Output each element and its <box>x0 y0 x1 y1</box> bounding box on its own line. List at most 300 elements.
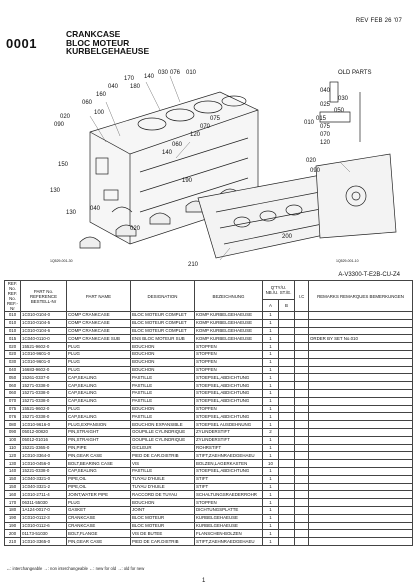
cell-qty-b <box>279 312 295 320</box>
revision-date: REV FEB 26 '07 <box>355 18 402 24</box>
cell-ref: 140 <box>5 467 21 475</box>
callout-060b: 060 <box>172 142 183 148</box>
cell-qty-b <box>279 343 295 351</box>
callout-090b: 090 <box>310 168 321 174</box>
cell-remarks <box>309 491 413 499</box>
cell-ic <box>295 358 309 366</box>
cell-ic <box>295 475 309 483</box>
cell-ic <box>295 452 309 460</box>
cell-ref: 020 <box>5 350 21 358</box>
cell-part-name: PIN,STRAIGHT <box>67 428 131 436</box>
cell-ic <box>295 343 309 351</box>
cell-part-no: 1C040-3321-0 <box>21 475 67 483</box>
callout-150: 150 <box>58 162 69 168</box>
cell-ref: 180 <box>5 506 21 514</box>
cell-bezeichnung: STOPFEN <box>195 405 263 413</box>
table-row <box>5 405 413 413</box>
cell-ic <box>295 467 309 475</box>
cell-part-name: GASKET <box>67 506 131 514</box>
cell-part-name: CAP,SEALING <box>67 382 131 390</box>
table-row <box>5 413 413 421</box>
cell-qty-b <box>279 538 295 546</box>
cell-part-no: 1C010-0104-0 <box>21 312 67 320</box>
cell-designation: BOUCHON <box>131 343 195 351</box>
callout-140b: 140 <box>162 150 173 156</box>
cell-remarks <box>309 444 413 452</box>
cell-qty-b <box>279 499 295 507</box>
cell-designation: GOUPILLE CYLINDRIQUE <box>131 436 195 444</box>
cell-ic <box>295 538 309 546</box>
callout-010: 010 <box>186 70 197 76</box>
callout-010b: 010 <box>304 120 315 126</box>
cell-bezeichnung: ZYLINDERSTIFT <box>195 436 263 444</box>
cell-designation: BLOC MOTEUR COMPLET <box>131 327 195 335</box>
cell-bezeichnung: STIFT,ZAEHNRAEDGEHAEU <box>195 452 263 460</box>
cell-part-no: 15271-0338-0 <box>21 389 67 397</box>
parts-table-body <box>5 312 413 546</box>
callout-025: 025 <box>320 102 331 108</box>
cell-ref: 010 <box>5 312 21 320</box>
page-number: 1 <box>202 578 206 584</box>
cell-part-name: BOLT,BEARING CASE <box>67 460 131 468</box>
callout-140: 140 <box>144 74 155 80</box>
cell-part-name: COMP CRANKCASE <box>67 319 131 327</box>
callout-210: 210 <box>188 262 199 268</box>
cell-remarks <box>309 350 413 358</box>
cell-designation: GICLEUR <box>131 444 195 452</box>
table-row <box>5 483 413 491</box>
cell-part-no: 01173-51030 <box>21 530 67 538</box>
callout-070: 070 <box>200 124 211 130</box>
callout-075: 075 <box>210 116 221 122</box>
cell-part-no: 1C010-0456-0 <box>21 460 67 468</box>
cell-ref: 110 <box>5 444 21 452</box>
cell-ic <box>295 436 309 444</box>
cell-ic <box>295 491 309 499</box>
cell-remarks <box>309 397 413 405</box>
cell-qty-a: 1 <box>263 312 279 320</box>
cell-qty-b <box>279 452 295 460</box>
cell-bezeichnung: KOMP KURBELGEHAEUSE <box>195 335 263 343</box>
table-row <box>5 350 413 358</box>
cell-remarks <box>309 312 413 320</box>
cell-part-name: CAP,SEALING <box>67 467 131 475</box>
cell-designation: BOUCHON <box>131 499 195 507</box>
table-row <box>5 335 413 343</box>
cell-ic <box>295 382 309 390</box>
cell-designation: BLOC MOTEUR COMPLET <box>131 312 195 320</box>
cell-qty-a: 1 <box>263 397 279 405</box>
cell-part-no: 15521-9602-0 <box>21 343 67 351</box>
cell-ref: 050 <box>5 374 21 382</box>
cell-ref: 060 <box>5 389 21 397</box>
table-row <box>5 491 413 499</box>
cell-part-no: 05012-01016 <box>21 436 67 444</box>
cell-qty-a: 1 <box>263 467 279 475</box>
cell-qty-a: 1 <box>263 366 279 374</box>
table-row <box>5 444 413 452</box>
cell-ic <box>295 522 309 530</box>
cell-remarks <box>309 483 413 491</box>
cell-ic <box>295 350 309 358</box>
cell-ref: 210 <box>5 538 21 546</box>
cell-ic <box>295 366 309 374</box>
figure-id-old: 1Q529-001-10 <box>336 259 359 263</box>
cell-part-name: CAP,SEALING <box>67 389 131 397</box>
cell-part-no: 05012-00820 <box>21 428 67 436</box>
table-row <box>5 452 413 460</box>
cell-bezeichnung: KOMP KURBELGEHAEUSE <box>195 327 263 335</box>
cell-qty-b <box>279 530 295 538</box>
cell-ref: 170 <box>5 499 21 507</box>
callout-090: 090 <box>54 122 65 128</box>
cell-remarks <box>309 499 413 507</box>
cell-designation: VIS <box>131 460 195 468</box>
cell-designation: BLOC MOTEUR <box>131 514 195 522</box>
cell-designation: RACCORD DE TUYAU <box>131 491 195 499</box>
cell-part-no: 06311-55030 <box>21 499 67 507</box>
cell-part-name: CAP,SEALING <box>67 397 131 405</box>
cell-bezeichnung: KURBELGEHAEUSE <box>195 522 263 530</box>
cell-designation: PASTILLE <box>131 467 195 475</box>
table-row <box>5 343 413 351</box>
cell-ic <box>295 460 309 468</box>
cell-qty-a: 1 <box>263 514 279 522</box>
cell-designation: BLOC MOTEUR <box>131 522 195 530</box>
cell-qty-a: 1 <box>263 319 279 327</box>
cell-ref: 100 <box>5 436 21 444</box>
callout-076: 076 <box>170 70 181 76</box>
cell-ic <box>295 530 309 538</box>
table-row <box>5 499 413 507</box>
cell-qty-a: 1 <box>263 389 279 397</box>
cell-remarks <box>309 452 413 460</box>
cell-designation: PASTILLE <box>131 413 195 421</box>
cell-bezeichnung: KOMP KURBELGEHAEUSE <box>195 319 263 327</box>
callout-040c: 040 <box>320 88 331 94</box>
cell-qty-b <box>279 335 295 343</box>
cell-bezeichnung: STOPFEN <box>195 343 263 351</box>
cell-designation: BOUCHON <box>131 405 195 413</box>
cell-remarks <box>309 467 413 475</box>
cell-bezeichnung: STOEPSEL,ABDICHTUNG <box>195 382 263 390</box>
table-row <box>5 374 413 382</box>
callout-030: 030 <box>158 70 169 76</box>
cell-ref: 075 <box>5 405 21 413</box>
callout-170: 170 <box>124 76 135 82</box>
cell-part-name: CAP,SEALING <box>67 413 131 421</box>
cell-ref: 150 <box>5 475 21 483</box>
cell-designation: PIED DE CAR.DISTRIB <box>131 538 195 546</box>
cell-part-name: JOINT,WATER PIPE <box>67 491 131 499</box>
col-part-name: PART NAME <box>67 281 131 312</box>
cell-ic <box>295 397 309 405</box>
cell-ref: 070 <box>5 397 21 405</box>
cell-qty-a: 1 <box>263 444 279 452</box>
cell-qty-b <box>279 405 295 413</box>
cell-ic <box>295 444 309 452</box>
cell-part-no: 1C010-0112-6 <box>21 522 67 530</box>
old-parts-label: OLD PARTS <box>338 70 372 76</box>
cell-part-name: BOLT,FLANGE <box>67 530 131 538</box>
col-qty-a: A <box>263 299 279 311</box>
cell-designation: BOUCHON <box>131 350 195 358</box>
cell-ic <box>295 327 309 335</box>
cell-part-name: CRANKCASE <box>67 522 131 530</box>
cell-remarks <box>309 343 413 351</box>
cell-ic <box>295 514 309 522</box>
cell-part-no: 1C010-9601-0 <box>21 358 67 366</box>
table-row <box>5 436 413 444</box>
cell-part-name: PIN,PIPE <box>67 444 131 452</box>
cell-qty-a: 1 <box>263 530 279 538</box>
cell-ic <box>295 319 309 327</box>
callout-120: 120 <box>190 132 201 138</box>
cell-bezeichnung: KURBELGEHAEUSE <box>195 514 263 522</box>
cell-ic <box>295 335 309 343</box>
cell-remarks <box>309 436 413 444</box>
callout-050: 050 <box>334 108 345 114</box>
section-number: 0001 <box>6 36 37 51</box>
cell-remarks <box>309 522 413 530</box>
cell-qty-b <box>279 460 295 468</box>
callout-130b: 130 <box>66 210 77 216</box>
cell-remarks <box>309 538 413 546</box>
cell-qty-a: 1 <box>263 475 279 483</box>
cell-ic <box>295 483 309 491</box>
cell-ref: 200 <box>5 530 21 538</box>
cell-part-no: 1C010-9601-0 <box>21 350 67 358</box>
cell-ic <box>295 405 309 413</box>
cell-qty-b <box>279 350 295 358</box>
cell-qty-b <box>279 506 295 514</box>
cell-remarks <box>309 514 413 522</box>
parts-table <box>4 280 413 546</box>
callout-120b: 120 <box>320 140 331 146</box>
cell-part-name: CAP,SEALING <box>67 374 131 382</box>
cell-bezeichnung: STIFT,ZAEHNRAEDGEHAEU <box>195 538 263 546</box>
cell-remarks: ORDER BY SET No.010 <box>309 335 413 343</box>
cell-remarks <box>309 421 413 429</box>
table-row <box>5 421 413 429</box>
col-part-no: PART No. REFERENCE BESTELL-Nr <box>21 281 67 312</box>
cell-bezeichnung: STIFT <box>195 475 263 483</box>
cell-qty-b <box>279 467 295 475</box>
cell-designation: BOUCHON EXPANSIBLE <box>131 421 195 429</box>
cell-part-no: 1C040-3321-2 <box>21 483 67 491</box>
cell-bezeichnung: KOMP KURBELGEHAEUSE <box>195 312 263 320</box>
table-row <box>5 475 413 483</box>
callout-075b: 075 <box>320 124 331 130</box>
cell-ref: 060 <box>5 382 21 390</box>
cell-remarks <box>309 374 413 382</box>
col-qty: Q'TY/U. NB./U. ST./E. <box>263 281 295 300</box>
title-en: CRANKCASE <box>66 29 121 39</box>
cell-ic <box>295 312 309 320</box>
cell-designation: PASTILLE <box>131 374 195 382</box>
cell-bezeichnung: DICHTUNGSPLATTE <box>195 506 263 514</box>
cell-part-no: 1C010-3365-0 <box>21 538 67 546</box>
callout-020b: 020 <box>130 226 141 232</box>
cell-bezeichnung: ROHRSTIFT <box>195 444 263 452</box>
cell-part-name: COMP CRANKCASE <box>67 327 131 335</box>
cell-designation: PASTILLE <box>131 397 195 405</box>
cell-designation: TUYAU D'HUILE <box>131 475 195 483</box>
cell-part-no: 1C040-0110-0 <box>21 335 67 343</box>
cell-remarks <box>309 413 413 421</box>
table-row <box>5 319 413 327</box>
cell-ic <box>295 499 309 507</box>
cell-qty-a: 10 <box>263 460 279 468</box>
cell-designation: VIS DE BUTEE <box>131 530 195 538</box>
cell-part-no: 1C010-0104-6 <box>21 327 67 335</box>
cell-bezeichnung: STOPFEN <box>195 358 263 366</box>
cell-qty-b <box>279 491 295 499</box>
cell-qty-a: 1 <box>263 382 279 390</box>
cell-ic <box>295 506 309 514</box>
cell-designation: GOUPILLE CYLINDRIQUE <box>131 428 195 436</box>
table-row <box>5 538 413 546</box>
cell-ref: 080 <box>5 421 21 429</box>
cell-part-name: PIN,GEAR CASE <box>67 538 131 546</box>
cell-qty-b <box>279 327 295 335</box>
cell-qty-b <box>279 444 295 452</box>
cell-part-name: PLUG <box>67 358 131 366</box>
callout-015: 015 <box>316 116 327 122</box>
table-row <box>5 514 413 522</box>
cell-part-name: PLUG,EXPANSION <box>67 421 131 429</box>
col-ic: I.C <box>295 281 309 312</box>
cell-part-name: COMP CRANKCASE SUB <box>67 335 131 343</box>
cell-part-no: 1C010-9616-0 <box>21 421 67 429</box>
cell-qty-b <box>279 413 295 421</box>
cell-qty-b <box>279 319 295 327</box>
cell-qty-b <box>279 483 295 491</box>
callout-030b: 030 <box>338 96 349 102</box>
table-row <box>5 460 413 468</box>
col-qty-b: B <box>279 299 295 311</box>
cell-designation: ENS BLOC MOTEUR SUB <box>131 335 195 343</box>
cell-part-no: 15221-3365-0 <box>21 444 67 452</box>
cell-qty-a: 1 <box>263 343 279 351</box>
cell-part-name: PIPE,OIL <box>67 483 131 491</box>
table-row <box>5 389 413 397</box>
callout-100: 100 <box>94 110 105 116</box>
cell-bezeichnung: STOEPSEL,ABDICHTUNG <box>195 413 263 421</box>
cell-remarks <box>309 319 413 327</box>
cell-part-name: PLUG <box>67 499 131 507</box>
table-row <box>5 467 413 475</box>
cell-part-no: 1A124-0017-0 <box>21 506 67 514</box>
cell-part-name: COMP CRANKCASE <box>67 312 131 320</box>
callout-130: 130 <box>50 188 61 194</box>
cell-bezeichnung: FLANSCHEN-BOLZEN <box>195 530 263 538</box>
cell-remarks <box>309 506 413 514</box>
cell-remarks <box>309 382 413 390</box>
callout-040: 040 <box>108 84 119 90</box>
table-row <box>5 428 413 436</box>
table-row <box>5 312 413 320</box>
cell-remarks <box>309 405 413 413</box>
cell-ic <box>295 389 309 397</box>
cell-qty-a: 1 <box>263 405 279 413</box>
cell-bezeichnung: BOLZEN,LAGERKASTEN <box>195 460 263 468</box>
table-row <box>5 358 413 366</box>
cell-qty-a: 1 <box>263 452 279 460</box>
callout-200: 200 <box>282 234 293 240</box>
cell-ic <box>295 428 309 436</box>
title-de: KURBELGEHAEUSE <box>66 46 150 57</box>
cell-bezeichnung: STOEPSEL,ABDICHTUNG <box>195 374 263 382</box>
cell-qty-b <box>279 522 295 530</box>
cell-part-no: 15521-9602-0 <box>21 405 67 413</box>
cell-part-name: PLUG <box>67 343 131 351</box>
cell-designation: PIED DE CAR.DISTRIB <box>131 452 195 460</box>
cell-ref: 190 <box>5 514 21 522</box>
cell-part-no: 1C010-3364-0 <box>21 452 67 460</box>
callout-190: 190 <box>182 178 193 184</box>
cell-ref: 015 <box>5 335 21 343</box>
cell-qty-b <box>279 475 295 483</box>
cell-qty-b <box>279 397 295 405</box>
cell-qty-b <box>279 358 295 366</box>
cell-designation: BLOC MOTEUR COMPLET <box>131 319 195 327</box>
table-row <box>5 530 413 538</box>
table-row <box>5 366 413 374</box>
title-fr: BLOC MOTEUR <box>66 37 130 48</box>
cell-qty-a: 1 <box>263 327 279 335</box>
cell-qty-b <box>279 421 295 429</box>
cell-bezeichnung: STOEPSEL,ABDICHTUNG <box>195 467 263 475</box>
table-row <box>5 327 413 335</box>
cell-qty-b <box>279 428 295 436</box>
exploded-parts-diagram <box>20 62 406 272</box>
cell-part-name: PIPE,OIL <box>67 475 131 483</box>
cell-ref: 040 <box>5 366 21 374</box>
cell-qty-a: 1 <box>263 506 279 514</box>
cell-designation: BOUCHON <box>131 366 195 374</box>
table-row <box>5 382 413 390</box>
cell-designation: BOUCHON <box>131 358 195 366</box>
cell-ic <box>295 413 309 421</box>
cell-qty-a: 1 <box>263 350 279 358</box>
cell-part-no: 15271-0338-0 <box>21 382 67 390</box>
cell-ref: 010 <box>5 319 21 327</box>
cell-ref: 090 <box>5 428 21 436</box>
cell-bezeichnung: STOEPSEL,ABDICHTUNG <box>195 397 263 405</box>
cell-bezeichnung: STIFT <box>195 483 263 491</box>
cell-part-name: PIN,GEAR CASE <box>67 452 131 460</box>
cell-bezeichnung: STOEPSEL,ABDICHTUNG <box>195 389 263 397</box>
cell-part-no: 1C010-2711-4 <box>21 491 67 499</box>
cell-qty-a: 1 <box>263 499 279 507</box>
cell-qty-a: 1 <box>263 374 279 382</box>
col-remarks: REMARKS REMARQUES BEMERKUNGEN <box>309 281 413 312</box>
cell-qty-a: 1 <box>263 522 279 530</box>
cell-remarks <box>309 475 413 483</box>
cell-ref: 190 <box>5 522 21 530</box>
cell-part-no: 15271-0338-0 <box>21 397 67 405</box>
cell-part-name: PLUG <box>67 350 131 358</box>
col-bezeichnung: BEZEICHNUNG <box>195 281 263 312</box>
cell-qty-a: 1 <box>263 335 279 343</box>
cell-remarks <box>309 366 413 374</box>
table-row <box>5 522 413 530</box>
col-ref: REF. No. REF. No. REF.-Nr <box>5 281 21 312</box>
cell-part-name: CRANKCASE <box>67 514 131 522</box>
callout-180: 180 <box>130 84 141 90</box>
cell-part-name: PIN,STRAIGHT <box>67 436 131 444</box>
